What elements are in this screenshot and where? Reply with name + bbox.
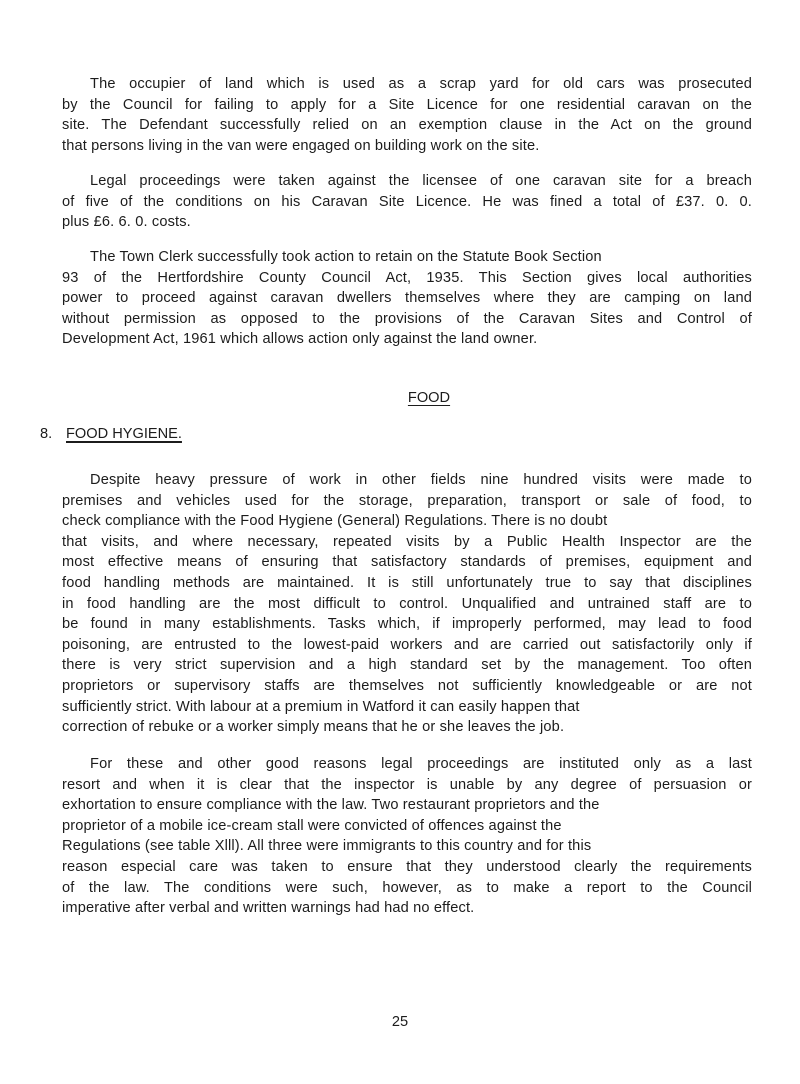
text-line: poisoning, are entrusted to the lowest-paid workers and are carried out satisfactorily only if: [62, 636, 752, 653]
text-line: Despite heavy pressure of work in other fields nine hundred visits were made to: [90, 472, 752, 488]
text-line: correction of rebuke or a worker simply means that he or she leaves the job.: [62, 719, 565, 736]
text-line: sufficiently strict. With labour at a premium in Watford it can easily happen that: [62, 698, 580, 715]
text-line: most effective means of ensuring that satisfactory standards of premises, equipment and: [62, 554, 752, 571]
text-line: premises and vehicles used for the storage, preparation, transport or sale of food, to: [62, 492, 752, 509]
paragraph-legal-proceedings: [62, 754, 752, 919]
text-line: site. The Defendant successfully relied on an exemption clause in the Act on the ground: [62, 117, 752, 134]
text-line: of five of the conditions on his Caravan Site Licence. He was fined a total of £37. 0. 0.: [62, 193, 752, 210]
text-line: resort and when it is clear that the inspector is unable by any degree of persuasion or: [62, 776, 752, 793]
section-number: 8.: [40, 426, 53, 442]
food-heading-text: FOOD: [407, 390, 451, 406]
text-line: proprietor of a mobile ice-cream stall were convicted of offences against the: [62, 817, 562, 834]
text-line: For these and other good reasons legal proceedings are instituted only as a last: [90, 756, 752, 772]
text-line: exhortation to ensure compliance with the law. Two restaurant proprietors and the: [62, 797, 600, 814]
text-line: reason especial care was taken to ensure that they understood clearly the requirements: [62, 858, 752, 875]
section-title: FOOD HYGIENE.: [66, 426, 182, 442]
page-number: 25: [391, 1014, 409, 1030]
text-line: proprietors or supervisory staffs are themselves not sufficiently knowledgeable or are not: [62, 677, 752, 694]
text-line: be found in many establishments. Tasks which, if improperly performed, may lead to food: [62, 616, 752, 633]
text-line: plus £6. 6. 0. costs.: [62, 214, 191, 231]
paragraph-statute-book-section: [62, 247, 752, 350]
text-line: Regulations (see table Xlll). All three were immigrants to this country and for this: [62, 838, 592, 855]
paragraph-scrap-yard-prosecution: [62, 74, 752, 156]
food-heading: [0, 390, 800, 406]
text-line: Legal proceedings were taken against the licensee of one caravan site for a breach: [90, 173, 752, 189]
text-line: imperative after verbal and written warnings had had no effect.: [62, 900, 475, 917]
text-line: in food handling are the most difficult to control. Unqualified and untrained staff are to: [62, 595, 752, 612]
section-heading-food-hygiene: [40, 426, 182, 442]
paragraph-caravan-licence-breach: [62, 171, 752, 233]
text-line: The Town Clerk successfully took action to retain on the Statute Book Section: [90, 249, 602, 265]
text-line: by the Council for failing to apply for a Site Licence for one residential caravan on the: [62, 96, 752, 113]
text-line: of the law. The conditions were such, however, as to make a report to the Council: [62, 879, 752, 896]
text-line: without permission as opposed to the provisions of the Caravan Sites and Control of: [62, 310, 752, 327]
text-line: The occupier of land which is used as a scrap yard for old cars was prosecuted: [90, 76, 752, 92]
text-line: power to proceed against caravan dwellers themselves where they are camping on land: [62, 290, 752, 307]
paragraph-food-hygiene-visits: [62, 470, 752, 738]
text-line: that persons living in the van were engaged on building work on the site.: [62, 137, 540, 154]
text-line: check compliance with the Food Hygiene (General) Regulations. There is no doubt: [62, 513, 608, 530]
text-line: 93 of the Hertfordshire County Council Act, 1935. This Section gives local authorities: [62, 269, 752, 286]
text-line: food handling methods are maintained. It is still unfortunately true to say that disciplines: [62, 574, 752, 591]
text-line: there is very strict supervision and a high standard set by the management. Too often: [62, 657, 752, 674]
text-line: Development Act, 1961 which allows action only against the land owner.: [62, 331, 538, 348]
text-line: that visits, and where necessary, repeated visits by a Public Health Inspector are the: [62, 533, 752, 550]
